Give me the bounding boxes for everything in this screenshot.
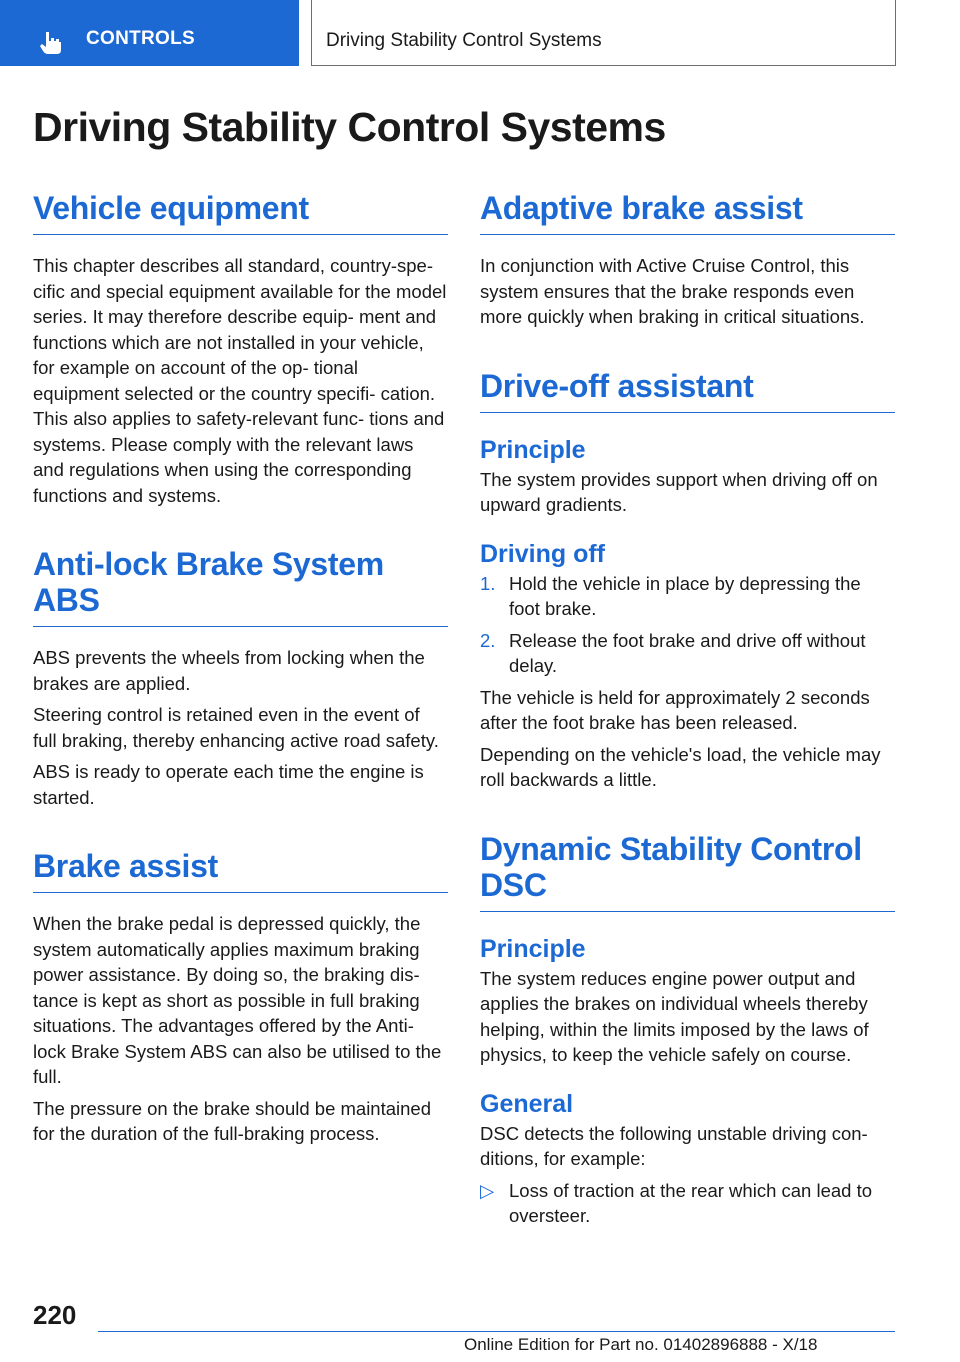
- drive-off-principle-text: The system provides support when driving off on upward gradients.: [480, 468, 878, 515]
- heading-abs: Anti-lock Brake System ABS: [33, 546, 448, 627]
- heading-brake-assist: Brake assist: [33, 848, 448, 893]
- heading-principle: Principle: [480, 934, 586, 963]
- list-item: [480, 571, 895, 622]
- bullet-text: Loss of traction at the rear which can lead to oversteer.: [509, 1179, 873, 1226]
- heading-drive-off-assistant: Drive-off assistant: [480, 368, 895, 413]
- abs-text-3: ABS is ready to operate each time the engine is started.: [33, 761, 424, 808]
- step-text: Hold the vehicle in place by depressing the foot brake.: [509, 572, 861, 619]
- section-label: CONTROLS: [86, 28, 196, 49]
- edition-note: Online Edition for Part no. 01402896888 - X/18: [464, 1335, 818, 1354]
- adaptive-brake-assist-text: In conjunction with Active Cruise Control, this system ensures that the brake responds even more quickly when braking in critical situations.: [480, 255, 865, 327]
- dsc-general-text: DSC detects the following unstable driving con‐ ditions, for example:: [480, 1122, 868, 1169]
- heading-dsc: Dynamic Stability Control DSC: [480, 831, 895, 912]
- step-number: 2.: [480, 629, 496, 651]
- page-number: 220: [33, 1300, 77, 1330]
- heading-driving-off: Driving off: [480, 539, 605, 568]
- heading-principle: Principle: [480, 435, 586, 464]
- brake-assist-text-2: The pressure on the brake should be maintained for the duration of the full-braking process.: [33, 1097, 432, 1144]
- vehicle-equipment-text: This chapter describes all standard, country-spe‐ cific and special equipment available for the model series. It may therefore describe equip‐ ment and functions which are not installed in your vehicle, for example on account of the op‐ tional equipment selected or the country specifi‐ cation. This also applies to safety-relevant func‐ tions and systems. Please comply with the relevant laws and regulations when using the corresponding functions and systems.: [33, 255, 447, 506]
- list-item: [480, 1178, 895, 1229]
- heading-adaptive-brake-assist: Adaptive brake assist: [480, 190, 895, 235]
- abs-text-1: ABS prevents the wheels from locking when the brakes are applied.: [33, 647, 425, 694]
- step-number: 1.: [480, 572, 496, 594]
- page-title: Driving Stability Control Systems: [33, 104, 666, 150]
- abs-text-2: Steering control is retained even in the event of full braking, thereby enhancing active road safety.: [33, 704, 439, 751]
- heading-vehicle-equipment: Vehicle equipment: [33, 190, 448, 235]
- brake-assist-text-1: When the brake pedal is depressed quickly, the system automatically applies maximum braking power assistance. By doing so, the braking dis‐ tance is kept as short as possible in full braking situations. The advantages offered by the Anti- lock Brake System ABS can also be utilised to the full.: [33, 913, 442, 1087]
- heading-general: General: [480, 1089, 574, 1118]
- step-text: Release the foot brake and drive off without delay.: [509, 629, 866, 676]
- drive-off-text-2: Depending on the vehicle's load, the vehicle may roll backwards a little.: [480, 743, 881, 790]
- dsc-principle-text: The system reduces engine power output and applies the brakes on individual wheels thereby helping, within the limits imposed by the laws of physics, to keep the vehicle safely on course.: [480, 967, 869, 1065]
- breadcrumb: Driving Stability Control Systems: [326, 30, 602, 51]
- footer-divider: [98, 1331, 895, 1332]
- bullet-triangle-icon: ▷: [480, 1179, 495, 1201]
- pointing-hand-icon: [38, 30, 64, 56]
- right-column: [480, 190, 895, 1229]
- drive-off-text-1: The vehicle is held for approximately 2 seconds after the foot brake has been released.: [480, 686, 870, 733]
- left-column: [33, 190, 448, 1147]
- driving-off-steps: [480, 571, 895, 679]
- dsc-conditions-list: [480, 1178, 895, 1229]
- list-item: [480, 628, 895, 679]
